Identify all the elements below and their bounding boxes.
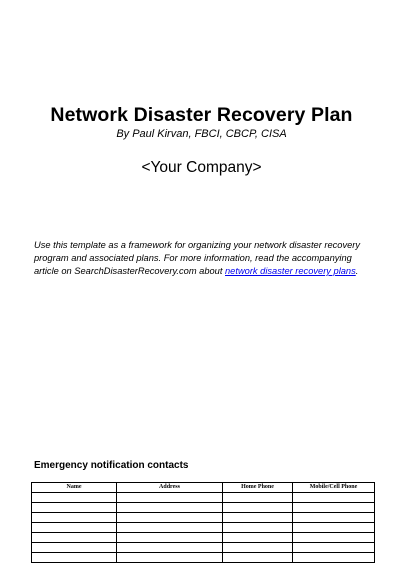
table-row — [32, 523, 375, 533]
contacts-table-body — [32, 493, 375, 563]
table-row — [32, 543, 375, 553]
column-header-name: Name — [32, 483, 117, 493]
intro-paragraph — [34, 239, 379, 278]
table-cell[interactable] — [293, 523, 375, 533]
table-cell[interactable] — [32, 523, 117, 533]
table-cell[interactable] — [117, 543, 223, 553]
table-row — [32, 533, 375, 543]
column-header-address: Address — [117, 483, 223, 493]
author-byline: By Paul Kirvan, FBCI, CBCP, CISA — [116, 128, 287, 140]
table-cell[interactable] — [223, 523, 293, 533]
table-row — [32, 493, 375, 503]
table-cell[interactable] — [223, 513, 293, 523]
table-cell[interactable] — [117, 523, 223, 533]
table-cell[interactable] — [223, 503, 293, 513]
table-cell[interactable] — [32, 493, 117, 503]
table-cell[interactable] — [293, 493, 375, 503]
table-cell[interactable] — [32, 553, 117, 563]
column-header-mobile-phone: Mobile/Cell Phone — [293, 483, 375, 493]
table-row — [32, 553, 375, 563]
table-cell[interactable] — [117, 493, 223, 503]
table-cell[interactable] — [117, 513, 223, 523]
table-cell[interactable] — [223, 553, 293, 563]
table-cell[interactable] — [293, 543, 375, 553]
table-cell[interactable] — [293, 553, 375, 563]
intro-text: Use this template as a framework for organizing your network disaster recovery program and associated plans. For more information, read the accompanying article on SearchDisasterRecovery.com about — [34, 240, 361, 276]
table-cell[interactable] — [117, 533, 223, 543]
table-cell[interactable] — [32, 503, 117, 513]
intro-trailing: . — [355, 266, 359, 276]
table-cell[interactable] — [117, 553, 223, 563]
company-placeholder: <Your Company> — [141, 159, 262, 176]
column-header-home-phone: Home Phone — [223, 483, 293, 493]
document-title: Network Disaster Recovery Plan — [50, 104, 353, 126]
table-cell[interactable] — [293, 503, 375, 513]
table-row — [32, 513, 375, 523]
table-cell[interactable] — [117, 503, 223, 513]
contacts-header-row — [32, 483, 375, 493]
contacts-table — [31, 482, 375, 563]
table-row — [32, 503, 375, 513]
table-cell[interactable] — [32, 543, 117, 553]
recovery-plans-link[interactable]: network disaster recovery plans — [225, 266, 356, 276]
table-cell[interactable] — [293, 533, 375, 543]
table-cell[interactable] — [32, 533, 117, 543]
table-cell[interactable] — [223, 533, 293, 543]
table-cell[interactable] — [32, 513, 117, 523]
table-cell[interactable] — [293, 513, 375, 523]
contacts-heading: Emergency notification contacts — [34, 460, 189, 471]
table-cell[interactable] — [223, 543, 293, 553]
table-cell[interactable] — [223, 493, 293, 503]
